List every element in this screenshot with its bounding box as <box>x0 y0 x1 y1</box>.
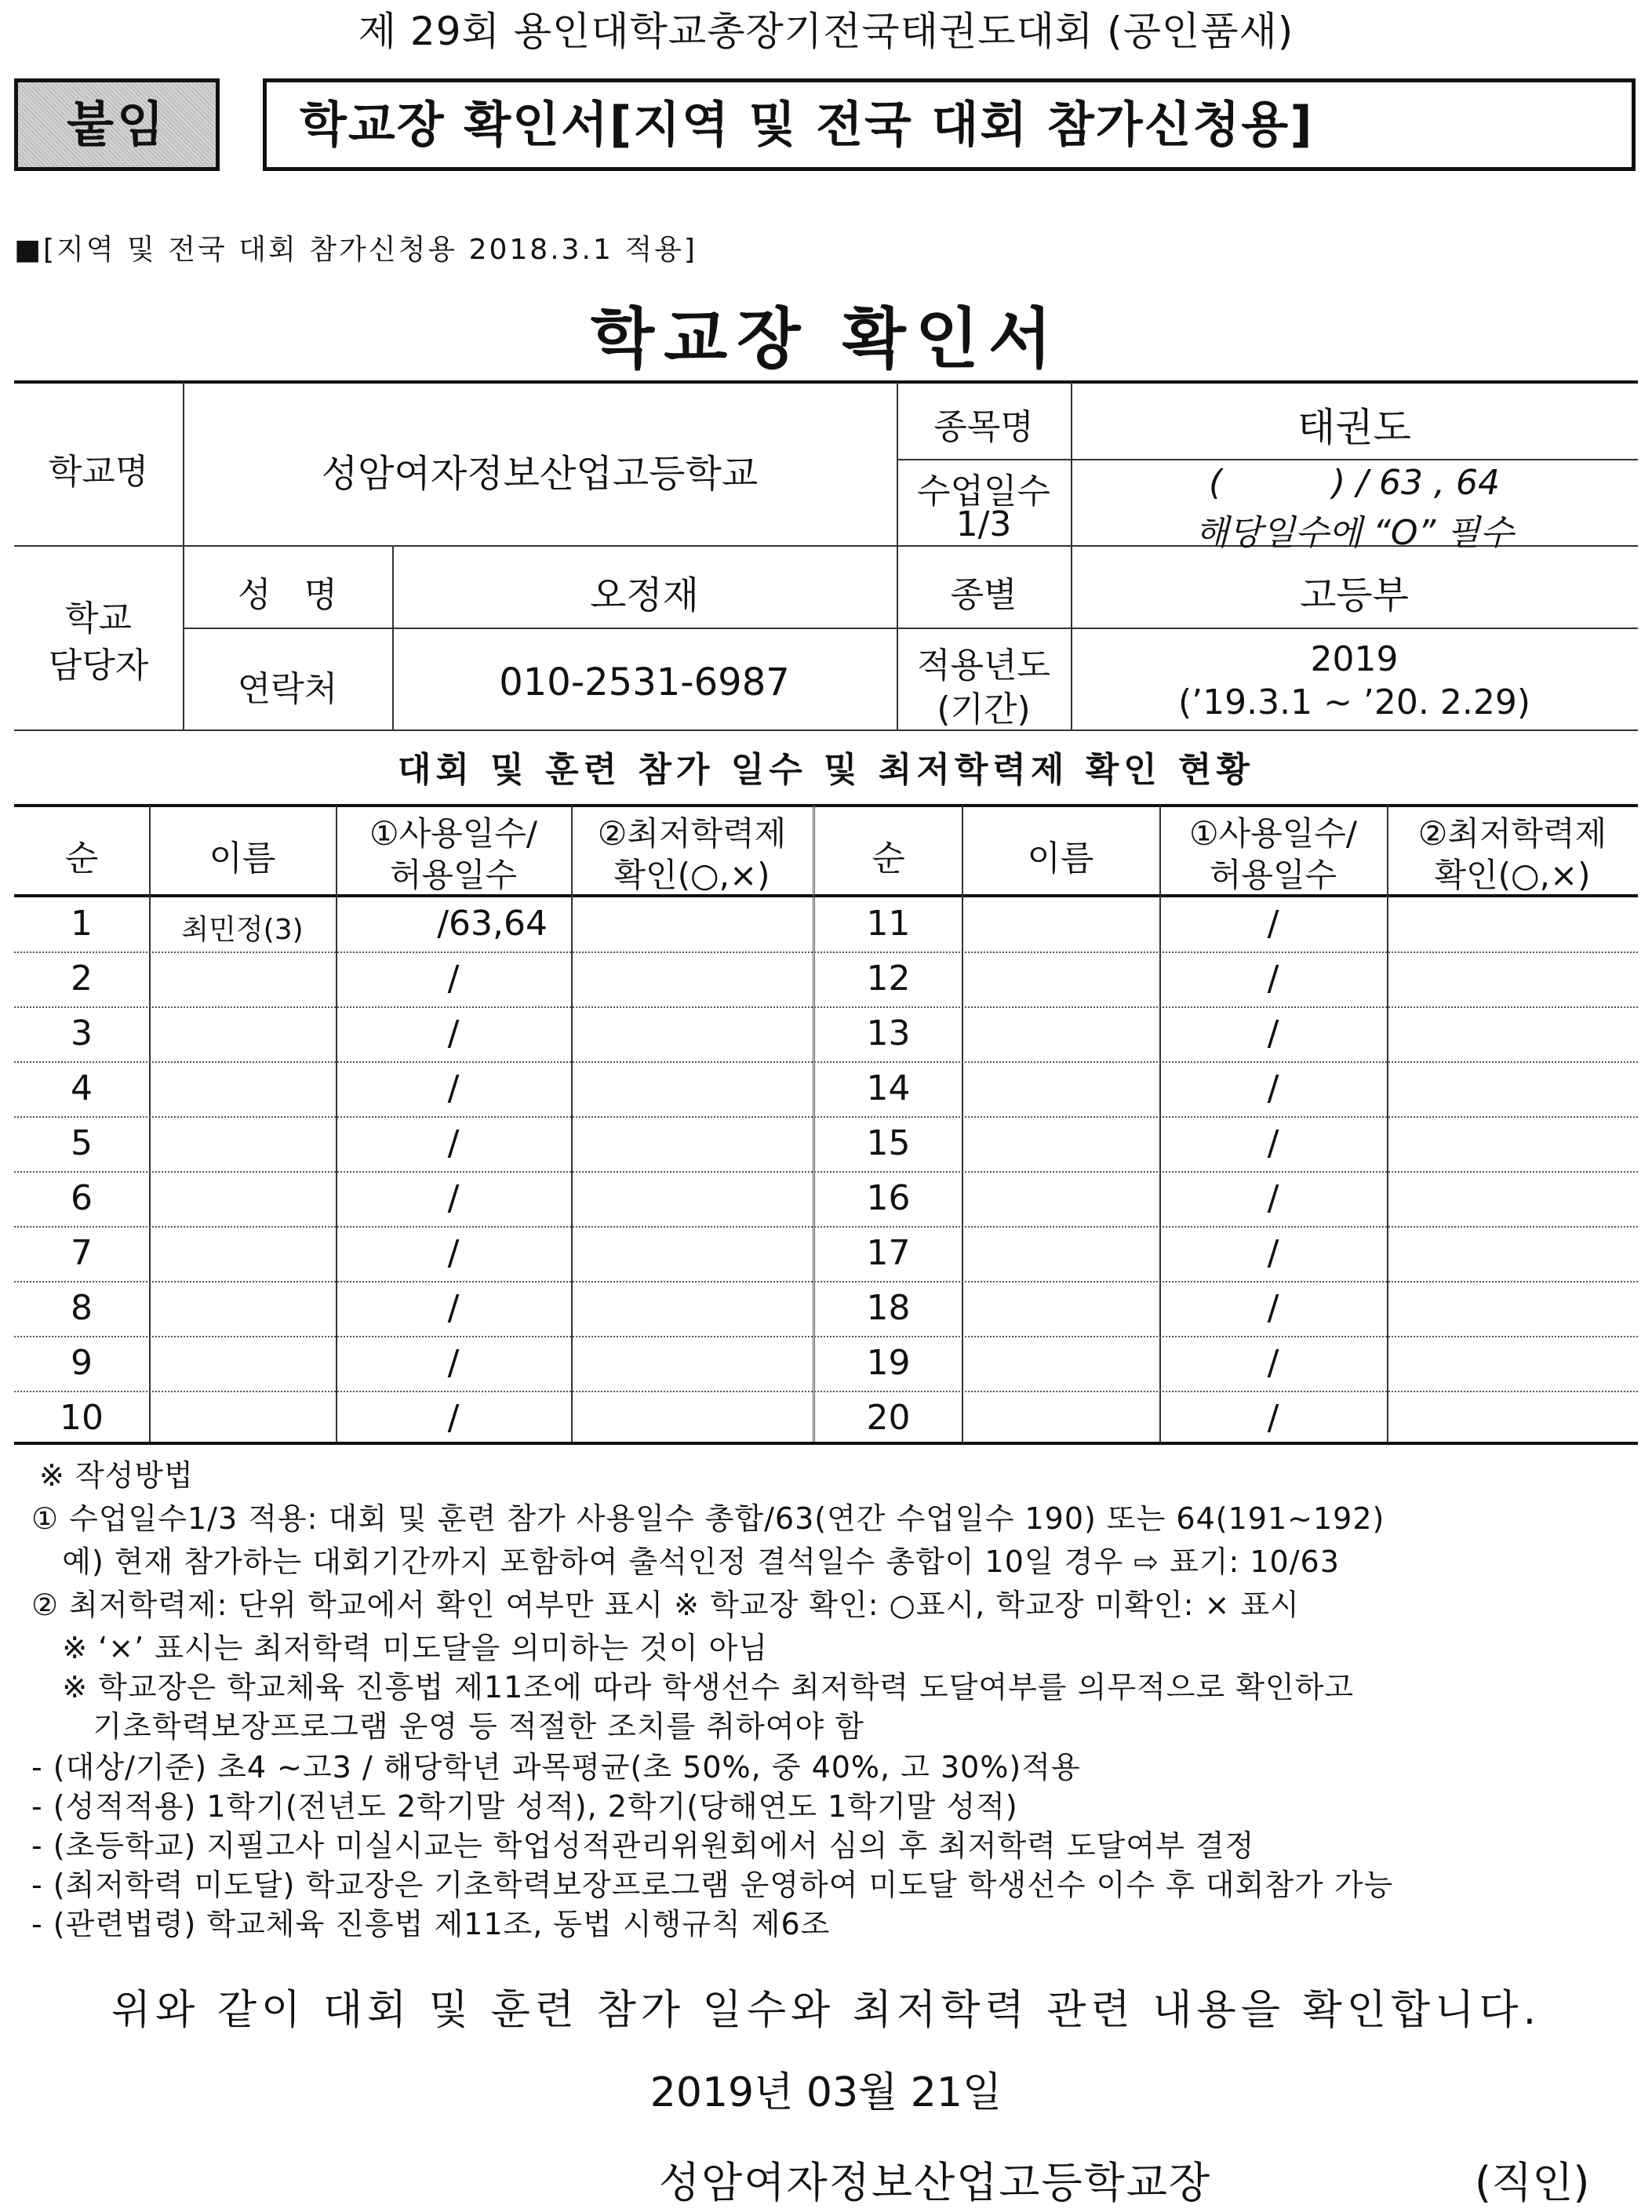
name-label: 성 명 <box>238 575 337 615</box>
period-value: (’19.3.1 ~ ’20. 2.29) <box>1177 682 1531 722</box>
phone-label: 연락처 <box>237 669 338 709</box>
instruction-line: - (대상/기준) 초4 ~고3 / 해당학년 과목평균(초 50%, 중 40%, 고 30%)적용 <box>31 1750 1081 1785</box>
event-label: 종목명 <box>933 407 1034 447</box>
row-days: / <box>1267 904 1279 944</box>
row-number: 7 <box>71 1233 93 1273</box>
instruction-line: ※ ‘×’ 표시는 최저학력 미도달을 의미하는 것이 아님 <box>31 1631 769 1665</box>
contact-person-label-2: 담당자 <box>48 646 149 686</box>
attachment-badge <box>14 78 220 171</box>
row-number: 19 <box>866 1343 911 1383</box>
row-number: 18 <box>866 1288 911 1328</box>
instruction-line: ② 최저학력제: 단위 학교에서 확인 여부만 표시 ※ 학교장 확인: ○표시, 학교장 미확인: × 표시 <box>31 1588 1300 1622</box>
instruction-line: ① 수업일수1/3 적용: 대회 및 훈련 참가 사용일수 총합/63(연간 수업일수 190) 또는 64(191~192) <box>31 1501 1385 1536</box>
row-days: / <box>1267 1343 1279 1383</box>
section-heading: 대회 및 훈련 참가 일수 및 최저학력제 확인 현황 <box>397 750 1255 790</box>
year-period-label: (기간) <box>937 689 1031 729</box>
year-label: 적용년도 <box>916 646 1050 686</box>
row-number: 10 <box>60 1398 104 1438</box>
row-days: / <box>447 1123 460 1163</box>
header-used-days-right: ①사용일수/ <box>1188 814 1358 853</box>
class-days-note: 해당일수에 “O” 필수 <box>1195 513 1514 553</box>
row-days: / <box>1267 959 1279 999</box>
row-number: 4 <box>71 1068 93 1108</box>
school-name: 성암여자정보산업고등학교 <box>321 452 759 496</box>
instruction-line: - (초등학교) 지필고사 미실시교는 학업성적관리위원회에서 심의 후 최저학력 도달여부 결정 <box>31 1828 1255 1863</box>
row-number: 6 <box>71 1178 93 1218</box>
row-number: 17 <box>866 1233 911 1273</box>
instruction-line: - (최저학력 미도달) 학교장은 기초학력보장프로그램 운영하여 미도달 학생선수 이수 후 대회참가 가능 <box>31 1868 1394 1902</box>
header-name-right: 이름 <box>1027 839 1094 879</box>
header-no-right: 순 <box>871 839 905 879</box>
instruction-line: ※ 학교장은 학교체육 진흥법 제11조에 따라 학생선수 최저학력 도달여부를 의무적으로 확인하고 <box>31 1670 1355 1704</box>
class-days-label: 수업일수 <box>916 471 1050 511</box>
header-min-academic: ②최저학력제 <box>597 814 787 853</box>
row-number: 1 <box>71 904 93 944</box>
row-number: 8 <box>71 1288 93 1328</box>
row-days: / <box>1267 1288 1279 1328</box>
confirmation-statement: 위와 같이 대회 및 훈련 참가 일수와 최저학력 관련 내용을 확인합니다. <box>111 1987 1541 2034</box>
header-confirm-mark: 확인(○,×) <box>613 856 770 894</box>
header-allowed-days: 허용일수 <box>389 856 518 894</box>
division-value: 고등부 <box>1299 573 1410 617</box>
row-days: / <box>447 1068 460 1108</box>
event-value: 태권도 <box>1297 405 1411 450</box>
row-number: 14 <box>866 1068 911 1108</box>
row-number: 20 <box>866 1398 911 1438</box>
division-label: 종별 <box>950 575 1017 615</box>
attachment-label: 붙임 <box>67 96 167 153</box>
row-number: 13 <box>866 1013 911 1053</box>
instruction-line: - (관련법령) 학교체육 진흥법 제11조, 동법 시행규칙 제6조 <box>31 1907 831 1941</box>
row-number: 12 <box>866 959 911 999</box>
row-days: / <box>447 959 460 999</box>
phone-value: 010-2531-6987 <box>499 660 790 704</box>
instruction-line: - (성적적용) 1학기(전년도 2학기말 성적), 2학기(당해연도 1학기말 성적) <box>31 1789 1018 1824</box>
row-days: / <box>447 1233 460 1273</box>
main-title: 학교장 확인서 <box>590 300 1062 377</box>
event-title: 제 29회 용인대학교총장기전국태권도대회 (공인품새) <box>358 9 1294 54</box>
year-value: 2019 <box>1310 639 1399 679</box>
header-name: 이름 <box>209 839 276 879</box>
row-days: / <box>1267 1398 1279 1438</box>
row-number: 9 <box>71 1343 93 1383</box>
row-days: / <box>1267 1178 1279 1218</box>
row-days: / <box>447 1288 460 1328</box>
row-number: 11 <box>866 904 911 944</box>
instructions-heading: ※ 작성방법 <box>39 1458 194 1493</box>
contact-person-label: 학교 <box>64 598 132 638</box>
issue-date: 2019년 03월 21일 <box>650 2069 1002 2116</box>
row-days: / <box>447 1343 460 1383</box>
row-days: / <box>447 1398 460 1438</box>
row-number: 2 <box>71 959 93 999</box>
header-used-days: ①사용일수/ <box>369 814 538 853</box>
row-number: 16 <box>866 1178 911 1218</box>
principal-name: 성암여자정보산업고등학교장 <box>659 2158 1212 2207</box>
header-min-academic-right: ②최저학력제 <box>1417 814 1607 853</box>
class-days-ratio-label: 1/3 <box>955 504 1012 544</box>
contact-name: 오정재 <box>589 573 700 617</box>
row-number: 3 <box>71 1013 93 1053</box>
form-title-box <box>263 78 1636 171</box>
row-days: / <box>447 1178 460 1218</box>
applicable-note: ■[지역 및 전국 대회 참가신청용 2018.3.1 적용] <box>14 234 697 266</box>
form-title: 학교장 확인서[지역 및 전국 대회 참가신청용] <box>300 96 1314 153</box>
row-days: / <box>1267 1123 1279 1163</box>
header-allowed-days-right: 허용일수 <box>1209 856 1337 894</box>
row-days: / <box>1267 1068 1279 1108</box>
row-days: / <box>1267 1233 1279 1273</box>
school-name-label: 학교명 <box>48 452 149 492</box>
row-number: 15 <box>866 1123 911 1163</box>
header-no: 순 <box>64 839 99 879</box>
row-number: 5 <box>71 1123 93 1163</box>
instruction-line: 기초학력보장프로그램 운영 등 적절한 조치를 취하여야 함 <box>31 1709 864 1744</box>
row-days: / <box>1267 1013 1279 1053</box>
row-days: /63,64 <box>437 904 548 944</box>
row-name: 최민정(3) <box>181 914 304 946</box>
class-days-value: ( ) / 63 , 64 <box>1209 463 1500 503</box>
header-confirm-mark-right: 확인(○,×) <box>1434 856 1591 894</box>
row-days: / <box>447 1013 460 1053</box>
instruction-line: 예) 현재 참가하는 대회기간까지 포함하여 출석인정 결석일수 총합이 10일 경우 ⇨ 표기: 10/63 <box>31 1544 1340 1579</box>
official-seal-label: (직인) <box>1475 2158 1590 2207</box>
